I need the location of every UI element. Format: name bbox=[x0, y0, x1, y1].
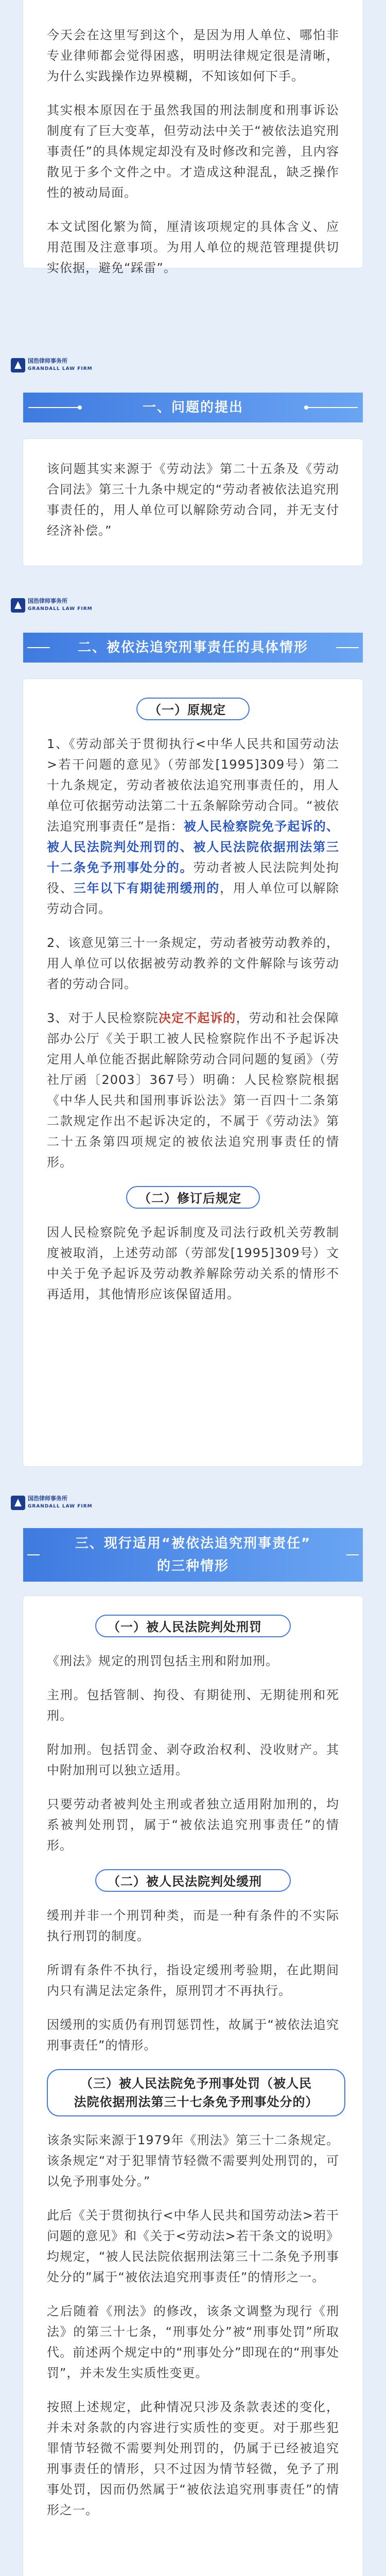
firm-logo-icon bbox=[10, 1495, 26, 1511]
highlight-text: 被人民检察院免予起诉的、被人民法院判处刑罚的、被人民法院依据刑法第三十二条免予刑事处分的。 bbox=[47, 819, 339, 875]
section-2-subheading-1: （一）原规定 bbox=[136, 698, 250, 720]
brand-name-en: GRANDALL LAW FIRM bbox=[28, 606, 93, 612]
section-3-paragraph-2: 主刑。包括管制、拘役、有期徒刑、无期徒刑和死刑。 bbox=[47, 1688, 339, 1723]
section-3-paragraph-5: 缓刑并非一个刑罚种类，而是一种有条件的不实际执行刑罚的制度。 bbox=[47, 1908, 339, 1943]
firm-logo-icon bbox=[10, 358, 26, 373]
banner-ornament-left-icon bbox=[23, 393, 85, 422]
brand-name: 国浩律师事务所 bbox=[28, 1495, 67, 1502]
section-3-paragraph-8: 该条实际来源于1979年《刑法》第三十二条规定。该条规定“对于犯罪情节轻微不需要判处刑罚的，可以免予刑事处分。” bbox=[47, 2133, 339, 2189]
section-3-paragraph-9: 此后《关于贯彻执行<中华人民共和国劳动法>若干问题的意见》和《关于<劳动法>若干条文的说明》均规定，“被人民法院依据刑法第三十二条免予刑事处分的”属于“被依法追究刑事责任”的情形之一。 bbox=[47, 2208, 339, 2284]
firm-logo-icon bbox=[10, 598, 26, 613]
section-3-subheading-3 bbox=[47, 2069, 345, 2116]
section-2-paragraph-3: 3、对于人民检察院决定不起诉的，劳动和社会保障部办公厅《关于职工被人民检察院作出不予起诉决定用人单位能否据此解除劳动合同问题的复函》（劳社厅函〔2003〕367号）明确：人民检察院根据《中华人民共和国刑事诉讼法》第一百四十二条第二款规定作出不起诉决定的，不属于《劳动法》第二十五条第四项规定的被依法追究刑事责任的情形。 bbox=[47, 1011, 339, 1170]
section-2-paragraph-1: 1、《劳动部关于贯彻执行<中华人民共和国劳动法>若干问题的意见》（劳部发[1995]309号）第二十九条规定，劳动者被依法追究刑事责任的，用人单位可依据劳动法第二十五条解除劳动合同。“被依法追究刑事责任”是指：被人民检察院免予起诉的、被人民法院判处刑罚的、被人民法院依据刑法第三十二条免予刑事处分的。劳动者被人民法院判处拘役、三年以下有期徒刑缓刑的，用人单位可以解除劳动合同。 bbox=[47, 737, 340, 916]
brand-logo bbox=[10, 357, 93, 374]
brand-name-en: GRANDALL LAW FIRM bbox=[28, 1504, 93, 1509]
intro-card bbox=[23, 0, 363, 275]
section-2-paragraph-4: 因人民检察院免予起诉制度及司法行政机关劳教制度被取消，上述劳动部（劳部发[1995]309号）文中关于免予起诉及劳动教养解除劳动关系的情形不再适用，其他情形应该保留适用。 bbox=[47, 1225, 339, 1301]
banner-ornament-left-icon bbox=[23, 633, 54, 663]
section-3-paragraph-7: 因缓刑的实质仍有刑罚惩罚性，故属于“被依法追究刑事责任”的情形。 bbox=[47, 2018, 339, 2053]
section-3-subheading-2: （二）被人民法院判处缓刑 bbox=[95, 1869, 291, 1892]
intro-paragraph-1: 今天会在这里写到这个，是因为用人单位、哪怕非专业律师都会觉得困惑，明明法律规定很是清晰，为什么实践操作边界模糊，不知该如何下手。 bbox=[47, 28, 339, 83]
section-3-paragraph-6: 所谓有条件不执行，指设定缓刑考验期，在此期间内只有满足法定条件，原刑罚才不再执行。 bbox=[47, 1963, 339, 1998]
banner-ornament-right-icon bbox=[301, 393, 363, 422]
section-1-paragraph: 该问题其实来源于《劳动法》第二十五条及《劳动合同法》第三十九条中规定的“劳动者被依法追究刑事责任的，用人单位可以解除劳动合同，并无支付经济补偿。” bbox=[47, 462, 339, 538]
section-2-banner bbox=[23, 633, 363, 663]
intro-paragraph-2: 其实根本原因在于虽然我国的刑法制度和刑事诉讼制度有了巨大变革，但劳动法中关于“被依法追究刑事责任”的具体规定却没有及时修改和完善，且内容散见于多个文件之中。才造成这种混乱，缺乏操作性的被动局面。 bbox=[47, 103, 339, 200]
brand-name: 国浩律师事务所 bbox=[28, 598, 67, 604]
section-3-title-line-2: 的三种情形 bbox=[156, 1558, 229, 1574]
section-2-title: 二、被依法追究刑事责任的具体情形 bbox=[77, 640, 308, 655]
section-3-paragraph-11: 按照上述规定，此种情况只涉及条款表述的变化，并未对条款的内容进行实质性的变更。对于那些犯罪情节轻微不需要判处刑罚的，仍属于已经被追究刑事责任的情形，只不过因为情节轻微，免予了刑事处罚，因而仍然属于“被依法追究刑事责任”的情形之一。 bbox=[47, 2400, 339, 2517]
section-3-paragraph-4: 只要劳动者被判处主刑或者独立适用附加刑的，均系被判处刑罚，属于“被依法追究刑事责任”的情形。 bbox=[47, 1797, 339, 1853]
section-1-title: 一、问题的提出 bbox=[142, 400, 243, 415]
brand-logo bbox=[10, 1494, 93, 1512]
highlight-text: 决定不起诉的 bbox=[158, 1011, 236, 1025]
section-2-card bbox=[23, 679, 363, 1466]
section-3-banner bbox=[23, 1528, 363, 1582]
section-3-subheading-1: （一）被人民法院判处刑罚 bbox=[95, 1615, 291, 1637]
brand-logo bbox=[10, 597, 93, 614]
brand-name-en: GRANDALL LAW FIRM bbox=[28, 366, 93, 371]
section-1-banner bbox=[23, 393, 363, 422]
subheading-line-2: 法院依据刑法第三十七条免予刑事处分的） bbox=[74, 2095, 319, 2109]
section-3-paragraph-1: 《刑法》规定的刑罚包括主刑和附加刑。 bbox=[47, 1654, 278, 1668]
section-3-paragraph-10: 之后随着《刑法》的修改，该条文调整为现行《刑法》的第三十七条，“刑事处分”被“刑事处罚”所取代。前述两个规定中的“刑事处分”即现在的“刑事处罚”，并未发生实质性变更。 bbox=[47, 2304, 339, 2380]
section-2-paragraph-2: 2、该意见第三十一条规定，劳动者被劳动教养的，用人单位可以依据被劳动教养的文件解除与该劳动者的劳动合同。 bbox=[47, 936, 339, 991]
subheading-line-1: （三）被人民法院免予刑事处罚（被人民 bbox=[80, 2076, 312, 2091]
highlight-text: 三年以下有期徒刑缓刑的 bbox=[73, 881, 220, 895]
section-1-card bbox=[23, 439, 363, 566]
banner-ornament-right-icon bbox=[332, 633, 363, 663]
section-3-title-line-1: 三、现行适用“被依法追究刑事责任” bbox=[75, 1536, 311, 1551]
brand-name: 国浩律师事务所 bbox=[28, 358, 67, 364]
intro-paragraph-3: 本文试图化繁为简，厘清该项规定的具体含义、应用范围及注意事项。为用人单位的规范管理提供切实依据，避免“踩雷”。 bbox=[47, 219, 339, 275]
section-3-paragraph-3: 附加刑。包括罚金、剥夺政治权利、没收财产。其中附加刑可以独立适用。 bbox=[47, 1742, 339, 1777]
section-3-card bbox=[23, 1596, 363, 2576]
section-2-subheading-2: （二）修订后规定 bbox=[126, 1186, 260, 1209]
